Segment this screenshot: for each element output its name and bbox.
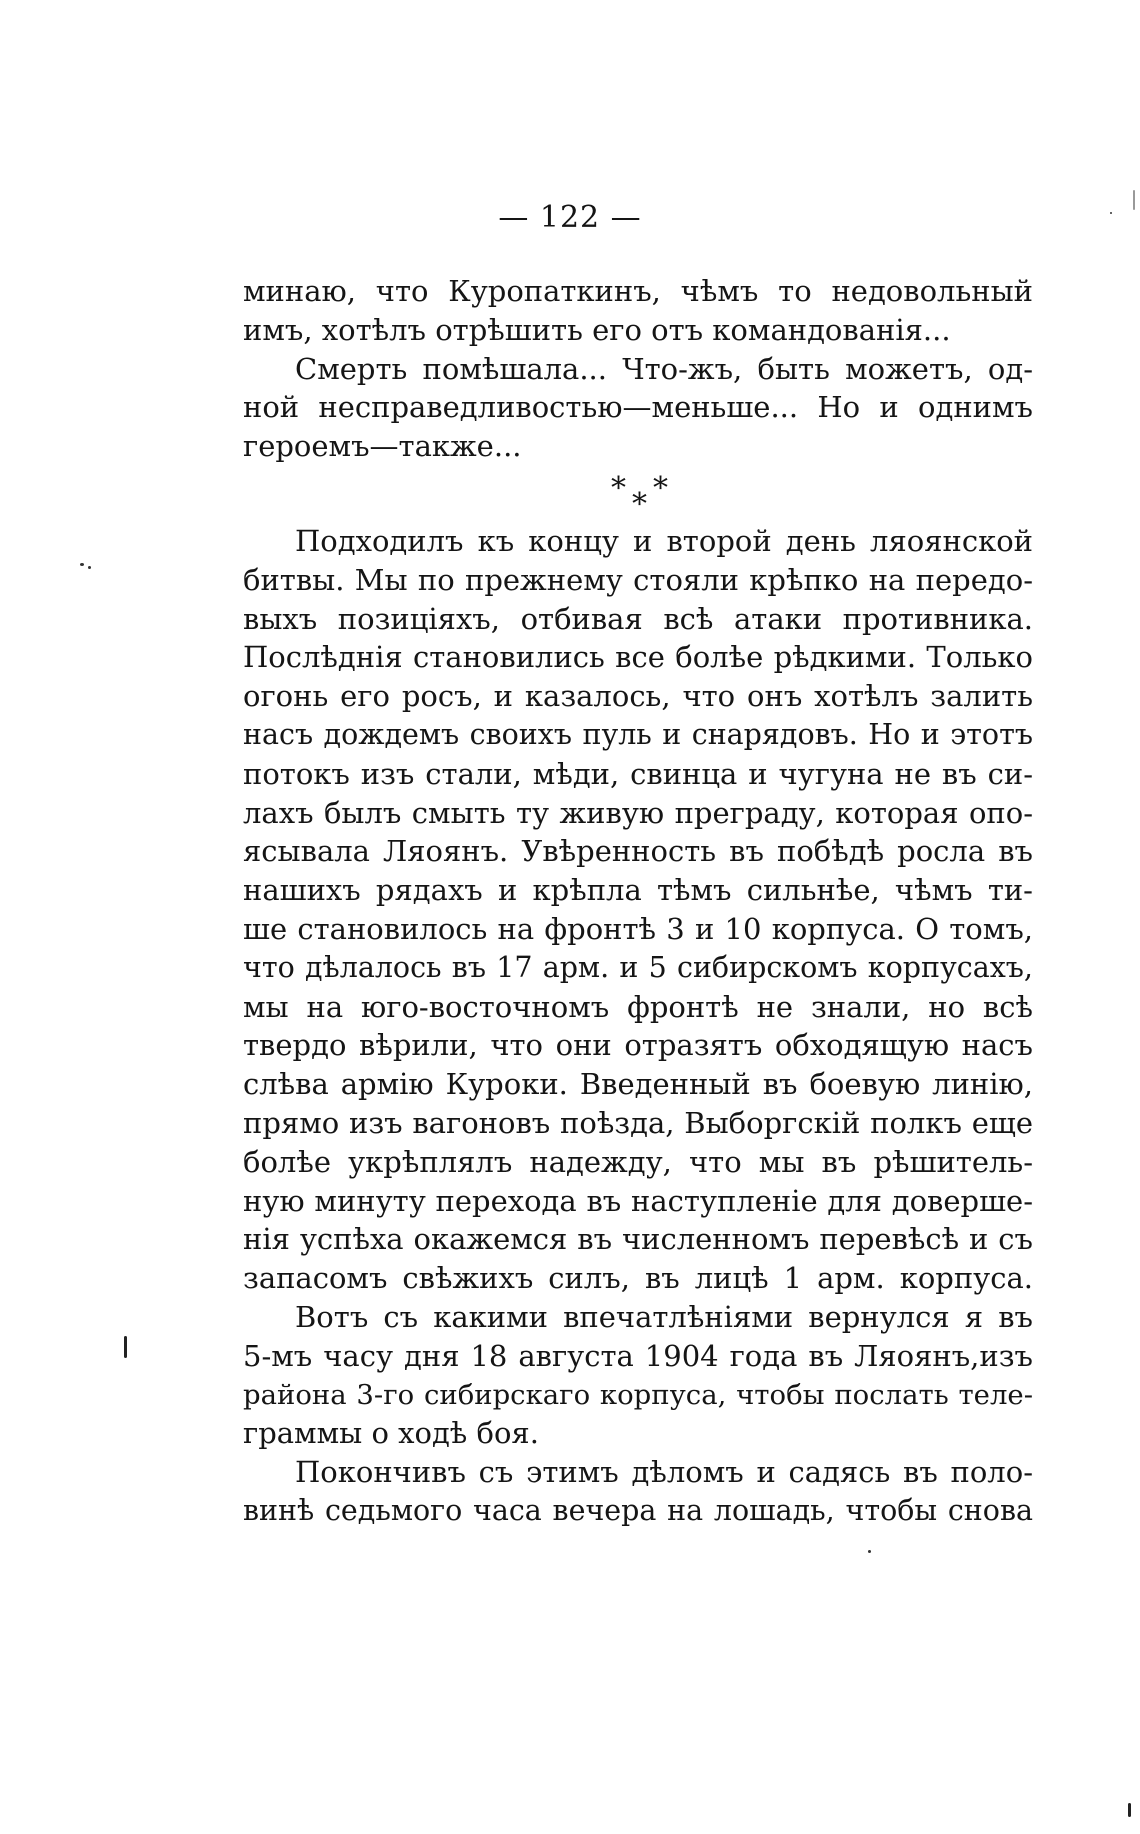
separator-star: * <box>611 470 626 506</box>
text-line: ше становилось на фронтѣ 3 и 10 корпуса. О томъ, <box>243 911 1033 946</box>
text-line: прямо изъ вагоновъ поѣзда, Выборгскій полкъ еще <box>243 1105 1033 1140</box>
scan-speck <box>80 563 84 566</box>
page-number: — 122 — <box>498 200 642 235</box>
text-line: ной несправедливостью—меньше... Но и однимъ <box>243 390 1033 425</box>
text-line: нашихъ рядахъ и крѣпла тѣмъ сильнѣе, чѣмъ ти- <box>243 873 1033 908</box>
text-line: запасомъ свѣжихъ силъ, въ лицѣ 1 арм. корпуса. <box>243 1261 1033 1296</box>
text-line: граммы о ходѣ боя. <box>243 1416 539 1451</box>
scan-margin-mark <box>124 1336 127 1358</box>
text-line: винѣ седьмого часа вечера на лошадь, чтобы снова <box>243 1493 1033 1527</box>
text-line: огонь его росъ, и казалось, что онъ хотѣлъ залить <box>243 679 1033 714</box>
text-line: ную минуту перехода въ наступленіе для доверше- <box>243 1183 1033 1218</box>
text-line: Послѣднія становились все болѣе рѣдкими. Только <box>243 640 1033 675</box>
text-line: 5-мъ часу дня 18 августа 1904 года въ Ляоянъ,изъ <box>243 1338 1033 1373</box>
text-line: битвы. Мы по прежнему стояли крѣпко на передо- <box>243 562 1033 597</box>
text-line: Покончивъ съ этимъ дѣломъ и садясь въ поло- <box>295 1455 1033 1490</box>
text-line: выхъ позиціяхъ, отбивая всѣ атаки противника. <box>243 601 1033 636</box>
text-line: Смерть помѣшала... Что-жъ, быть можетъ, од- <box>295 351 1033 386</box>
text-line: Вотъ съ какими впечатлѣніями вернулся я въ <box>295 1299 1033 1334</box>
text-line: что дѣлалось въ 17 арм. и 5 сибирскомъ корпусахъ, <box>243 950 1033 984</box>
scan-speck <box>1110 212 1112 214</box>
scan-speck <box>868 1550 871 1553</box>
text-line: лахъ былъ смыть ту живую преграду, которая опо- <box>243 795 1033 830</box>
text-line: потокъ изъ стали, мѣди, свинца и чугуна не въ си- <box>243 756 1033 791</box>
text-line: насъ дождемъ своихъ пуль и снарядовъ. Но и этотъ <box>243 717 1033 751</box>
text-line: героемъ—также... <box>243 429 522 464</box>
text-line: ясывала Ляоянъ. Увѣренность въ побѣдѣ росла въ <box>243 834 1033 869</box>
text-line: болѣе укрѣплялъ надежду, что мы въ рѣшитель- <box>243 1144 1033 1179</box>
separator-star: * <box>632 486 647 522</box>
text-line: нія успѣха окажемся въ численномъ перевѣсѣ и съ <box>243 1222 1033 1257</box>
separator-star: * <box>653 470 668 506</box>
text-line: мы на юго-восточномъ фронтѣ не знали, но всѣ <box>243 989 1033 1024</box>
text-line: имъ, хотѣлъ отрѣшить его отъ командованія... <box>243 312 951 347</box>
section-separator <box>243 466 1033 522</box>
text-line: минаю, что Куропаткинъ, чѣмъ то недовольный <box>243 274 1033 308</box>
text-line: района 3-го сибирскаго корпуса, чтобы послать теле- <box>243 1378 1033 1411</box>
scan-margin-mark <box>1133 190 1135 210</box>
scan-speck <box>88 566 91 569</box>
text-block <box>243 272 1033 1531</box>
text-line: слѣва армію Куроки. Введенный въ боевую линію, <box>243 1067 1033 1102</box>
scan-margin-mark <box>1128 1803 1131 1817</box>
text-line: твердо вѣрили, что они отразятъ обходящую насъ <box>243 1028 1033 1063</box>
text-line: Подходилъ къ концу и второй день ляоянской <box>295 523 1033 558</box>
